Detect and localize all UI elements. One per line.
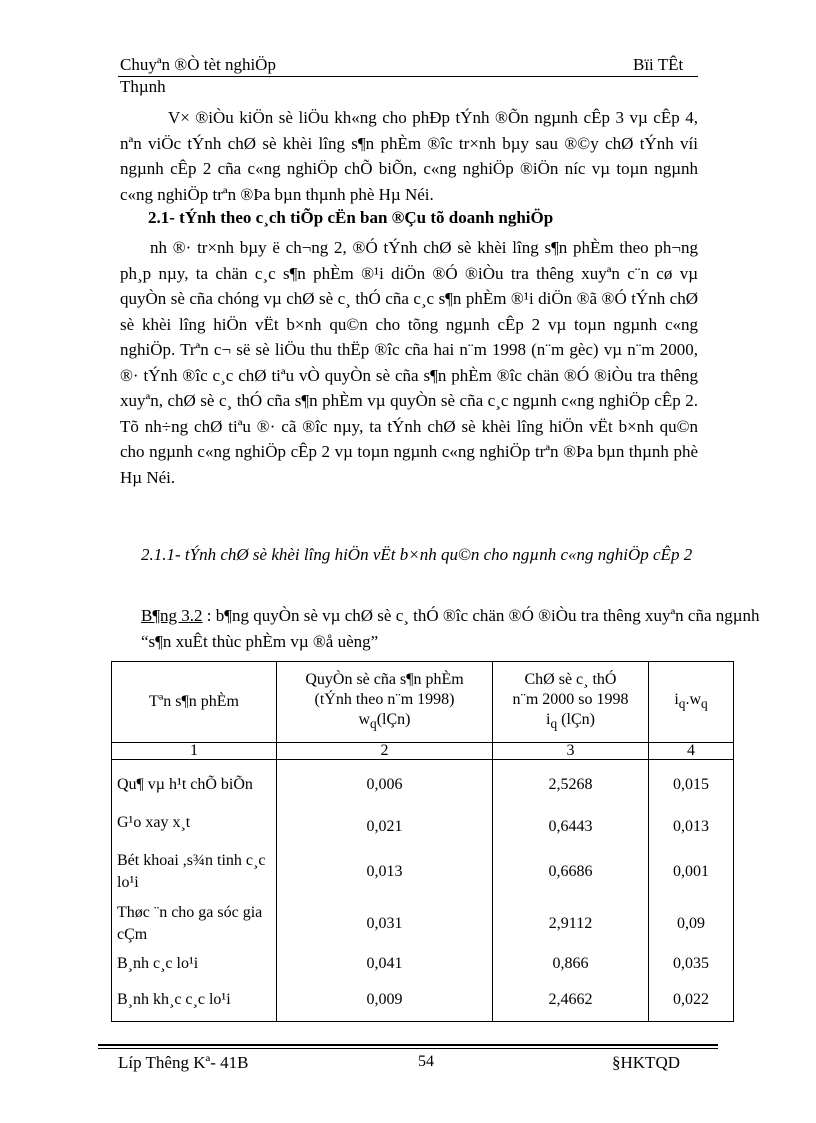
product-name: B¸nh kh¸c c¸c lo¹i — [112, 980, 277, 1022]
index-value: 0,866 — [493, 948, 649, 980]
header-continuation: Thµnh — [120, 77, 166, 96]
header-product: $i_q.w_q$ — [649, 662, 734, 743]
product-value: 0,035 — [649, 948, 734, 980]
index-cell: 1 — [112, 743, 277, 760]
footer-university: §HKTQD — [612, 1053, 680, 1072]
weights-table — [111, 661, 734, 1022]
header-rule — [118, 76, 698, 77]
index-value: 2,9112 — [493, 900, 649, 948]
product-name: Bét khoai ,s¾n tinh c¸c lo¹i — [112, 845, 277, 900]
product-name: Qu¶ vµ h¹t chÕ biÕn — [112, 760, 277, 810]
weight-value: 0,013 — [277, 845, 493, 900]
product-name: B¸nh c¸c lo¹i — [112, 948, 277, 980]
product-name: Thøc ¨n cho ga sóc gia cÇm — [112, 900, 277, 948]
section-heading: 2.1- tÝnh theo c¸ch tiÕp cËn ban ®Çu tõ doanh nghiÖp — [148, 208, 554, 227]
table-row — [112, 980, 734, 1022]
method-paragraph: nh ®· tr×nh bµy ë ch¬ng 2, ®Ó tÝnh chØ sè khèi lîng s¶n phÈm theo ph¬ng ph¸p nµy, ta chän c¸c s¶n phÈm ®¹i diÖn ®Ó ®iÒu tra thêng xuyªn c¨n cø vµ quyÒn sè cña chóng vµ chØ sè c¸ thÓ cña c¸c s¶n phÈm ®¹i diÖn ®ã ®Ó tÝnh chØ sè khèi lîng hiÖn vËt b×nh qu©n cho tõng ngµnh cÊp 2 vµ toµn ngµnh c«ng nghiÖp. Trªn c¬ së sè liÖu thu thËp ®îc cña hai n¨m 1998 (n¨m gèc) vµ n¨m 2000, ®· tÝnh ®îc c¸c chØ tiªu vÒ quyÒn sè cña s¶n phÈm ®îc chän ®Ó ®iÒu tra thêng xuyªn, chØ sè c¸ thÓ cña s¶n phÈm vµ quyÒn sè cña c¸c ngµnh c«ng nghiÖp cÊp 2. Tõ nh÷ng chØ tiªu ®· cã ®îc nµy, ta tÝnh chØ sè khèi lîng hiÖn vËt b×nh qu©n cho ngµnh c«ng nghiÖp cÊp 2 vµ toµn ngµnh c«ng nghiÖp trªn ®Þa bµn thµnh phè Hµ Néi. — [120, 238, 698, 487]
table-row — [112, 948, 734, 980]
index-value: 0,6443 — [493, 810, 649, 845]
table-caption — [141, 603, 781, 655]
header-right: Bïi TÊt — [633, 55, 684, 74]
product-value: 0,001 — [649, 845, 734, 900]
header-product-name: Tªn s¶n phÈm — [112, 662, 277, 743]
footer-class: Líp Thêng Kª- 41B — [118, 1053, 249, 1072]
index-cell: 3 — [493, 743, 649, 760]
index-value: 2,4662 — [493, 980, 649, 1022]
product-value: 0,09 — [649, 900, 734, 948]
page-number: 54 — [418, 1053, 434, 1070]
product-value: 0,015 — [649, 760, 734, 810]
weight-value: 0,006 — [277, 760, 493, 810]
index-cell: 4 — [649, 743, 734, 760]
table-row — [112, 810, 734, 845]
weight-value: 0,021 — [277, 810, 493, 845]
table-row — [112, 900, 734, 948]
header-weight: QuyÒn sè cña s¶n phÈm (tÝnh theo n¨m 1998) $w_q(lÇn)$ — [277, 662, 493, 743]
footer-rule-thin — [98, 1048, 718, 1049]
header-index: ChØ sè c¸ thÓ n¨m 2000 so 1998 $i_q$ (lÇn) — [493, 662, 649, 743]
product-value: 0,013 — [649, 810, 734, 845]
product-name: G¹o xay x¸t — [112, 810, 277, 845]
table-row — [112, 845, 734, 900]
intro-paragraph: V× ®iÒu kiÖn sè liÖu kh«ng cho phÐp tÝnh ®Õn ngµnh cÊp 3 vµ cÊp 4, nªn viÖc tÝnh chØ sè khèi lîng s¶n phÈm ®îc tr×nh bµy sau ®©y chØ tÝnh víi ngµnh cÊp 2 cña c«ng nghiÖp chÕ biÕn, c«ng nghiÖp ®iÖn níc vµ toµn ngµnh c«ng nghiÖp trªn ®Þa bµn thµnh phè Hµ Néi. — [120, 108, 698, 204]
index-cell: 2 — [277, 743, 493, 760]
weight-value: 0,031 — [277, 900, 493, 948]
header-left: Chuyªn ®Ò tèt nghiÖp — [120, 55, 276, 74]
table-header-row — [112, 662, 734, 743]
table-caption-text: : b¶ng quyÒn sè vµ chØ sè c¸ thÓ ®îc chän ®Ó ®iÒu tra thêng xuyªn cña ngµnh “s¶n xuÊt thùc phÈm vµ ®å uèng” — [141, 606, 760, 651]
subsection-heading: 2.1.1- tÝnh chØ sè khèi lîng hiÖn vËt b×nh qu©n cho ngµnh c«ng nghiÖp cÊp 2 — [141, 545, 693, 564]
table-index-row — [112, 743, 734, 760]
table-row — [112, 760, 734, 810]
table-caption-label: B¶ng 3.2 — [141, 606, 203, 625]
product-value: 0,022 — [649, 980, 734, 1022]
weight-value: 0,041 — [277, 948, 493, 980]
index-value: 0,6686 — [493, 845, 649, 900]
weight-value: 0,009 — [277, 980, 493, 1022]
footer-rule-thick — [98, 1044, 718, 1046]
index-value: 2,5268 — [493, 760, 649, 810]
